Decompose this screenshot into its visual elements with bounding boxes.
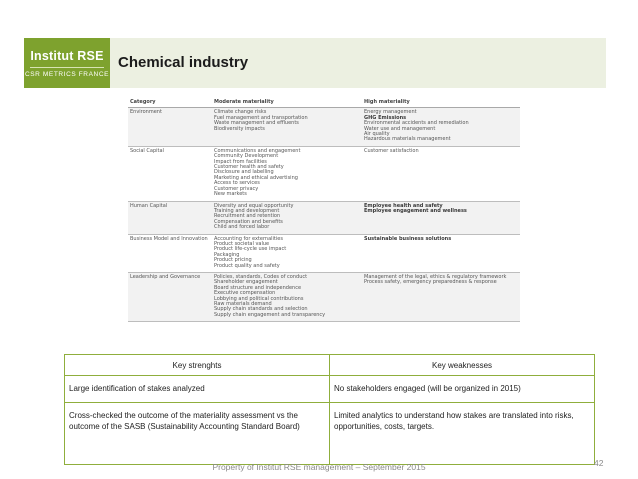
institut-rse-logo xyxy=(24,38,110,88)
category-cell: Leadership and Governance xyxy=(128,272,212,321)
moderate-item: Raw materials demand xyxy=(214,301,272,307)
high-item: Hazardous materials management xyxy=(364,136,451,143)
moderate-item: Customer privacy xyxy=(214,185,259,192)
weakness-cell: No stakeholders engaged (will be organized in 2015) xyxy=(330,376,595,403)
strength-cell: Cross-checked the outcome of the materiality assessment vs the outcome of the SASB (Sustainability Accounting Standard Board) xyxy=(65,403,330,465)
moderate-item: Impact from facilities xyxy=(214,158,267,165)
high-item: Employee engagement and wellness xyxy=(364,207,467,214)
high-cell xyxy=(362,272,520,321)
moderate-cell xyxy=(212,201,362,234)
moderate-item: Supply chain standards and selection xyxy=(214,306,308,313)
moderate-item: Disclosure and labelling xyxy=(214,169,274,176)
materiality-row-environment xyxy=(128,108,520,146)
high-item: Energy management xyxy=(364,109,417,116)
high-cell xyxy=(362,146,520,201)
category-cell: Human Capital xyxy=(128,201,212,234)
moderate-item: Communications and engagement xyxy=(214,147,301,154)
high-item: Environmental accidents and remediation xyxy=(364,120,469,127)
col-header-category: Category xyxy=(128,99,212,108)
high-item: Sustainable business solutions xyxy=(364,235,452,242)
footer-text: Property of Institut RSE management – September 2015 xyxy=(212,462,426,472)
high-item: Process safety, emergency preparedness & response xyxy=(364,279,497,286)
logo-divider xyxy=(30,67,104,68)
col-header-moderate: Moderate materiality xyxy=(212,99,362,108)
col-header-high: High materiality xyxy=(362,99,520,108)
high-cell xyxy=(362,108,520,146)
category-cell: Business Model and Innovation xyxy=(128,234,212,272)
moderate-item: Community Development xyxy=(214,153,279,160)
sw-header-row xyxy=(65,355,595,376)
moderate-item: Compensation and benefits xyxy=(214,218,283,225)
moderate-item: New markets xyxy=(214,191,247,198)
moderate-item: Recruitment and retention xyxy=(214,213,281,220)
moderate-cell xyxy=(212,146,362,201)
moderate-item: Product life-cycle use impact xyxy=(214,246,287,253)
moderate-item: Child and forced labor xyxy=(214,224,270,231)
moderate-item: Shareholder engagement xyxy=(214,279,278,286)
weakness-cell: Limited analytics to understand how stakes are translated into risks, opportunities, costs, targets. xyxy=(330,403,595,465)
moderate-cell xyxy=(212,234,362,272)
moderate-item: Waste management and effluents xyxy=(214,120,299,127)
moderate-item: Access to services xyxy=(214,180,260,187)
sw-row xyxy=(65,376,595,403)
key-weaknesses-header: Key weaknesses xyxy=(330,355,595,376)
materiality-row-social-capital xyxy=(128,146,520,201)
moderate-item: Fuel management and transportation xyxy=(214,114,308,121)
moderate-item: Product quality and safety xyxy=(214,262,280,269)
high-item: Customer satisfaction xyxy=(364,147,419,154)
high-item: Management of the legal, ethics & regulatory framework xyxy=(364,273,507,280)
moderate-item: Training and development xyxy=(214,207,280,214)
moderate-cell xyxy=(212,108,362,146)
moderate-item: Accounting for externalities xyxy=(214,235,283,242)
key-strengths-header: Key strenghts xyxy=(65,355,330,376)
high-item: Air quality xyxy=(364,131,390,138)
moderate-item: Policies, standards, Codes of conduct xyxy=(214,273,308,280)
header-band xyxy=(24,38,606,88)
materiality-row-business-model xyxy=(128,234,520,272)
moderate-item: Product societal value xyxy=(214,240,270,247)
page-title: Chemical industry xyxy=(118,54,249,71)
high-item: Employee health and safety xyxy=(364,202,443,209)
materiality-row-human-capital xyxy=(128,201,520,234)
moderate-item: Packaging xyxy=(214,251,240,258)
moderate-item: Climate change risks xyxy=(214,109,267,116)
moderate-item: Product pricing xyxy=(214,257,252,264)
moderate-item: Executive compensation xyxy=(214,290,276,297)
high-item: Water use and management xyxy=(364,125,436,132)
high-item: GHG Emissions xyxy=(364,114,407,121)
high-cell xyxy=(362,234,520,272)
moderate-item: Customer health and safety xyxy=(214,164,284,171)
category-cell: Environment xyxy=(128,108,212,146)
moderate-item: Board structure and independence xyxy=(214,284,302,291)
high-cell xyxy=(362,201,520,234)
moderate-item: Diversity and equal opportunity xyxy=(214,202,294,209)
moderate-cell xyxy=(212,272,362,321)
materiality-header-row xyxy=(128,99,520,108)
moderate-item: Lobbying and political contributions xyxy=(214,295,304,302)
logo-tagline: CSR METRICS FRANCE xyxy=(24,71,110,78)
moderate-item: Biodiversity impacts xyxy=(214,125,265,132)
sw-row xyxy=(65,403,595,465)
strengths-weaknesses-table xyxy=(64,354,595,465)
category-cell: Social Capital xyxy=(128,146,212,201)
logo-name: Institut RSE xyxy=(30,49,104,63)
moderate-item: Supply chain engagement and transparency xyxy=(214,311,326,318)
page-number: 42 xyxy=(594,458,604,468)
moderate-item: Marketing and ethical advertising xyxy=(214,174,298,181)
materiality-row-leadership xyxy=(128,272,520,321)
materiality-table xyxy=(128,99,520,322)
strength-cell: Large identification of stakes analyzed xyxy=(65,376,330,403)
